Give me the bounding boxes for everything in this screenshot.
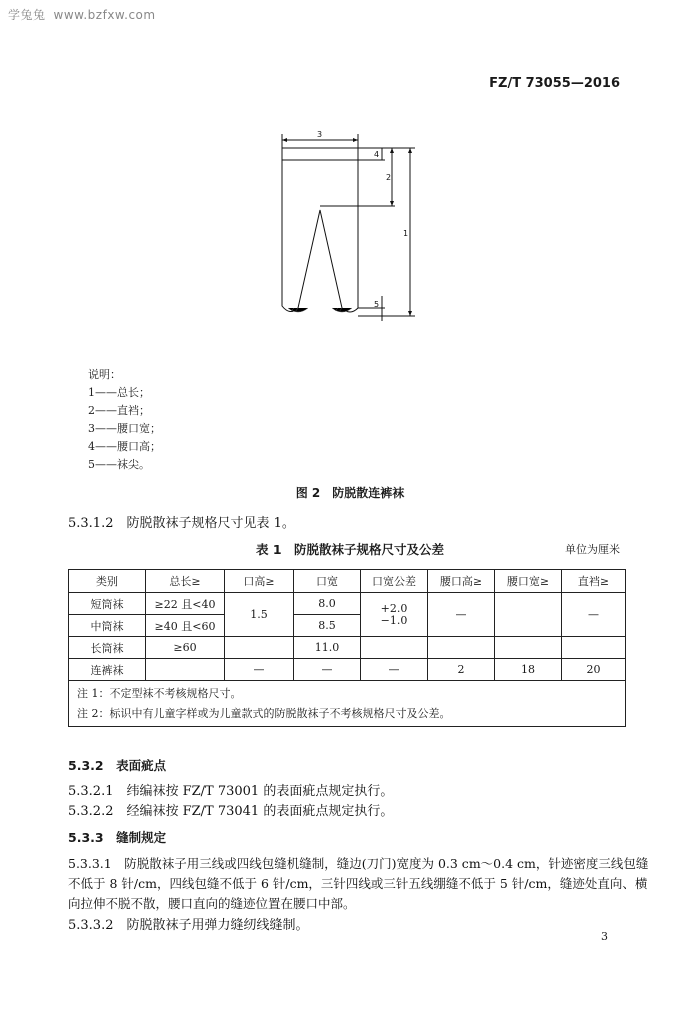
table-row xyxy=(69,637,626,659)
legend-item: 3——腰口宽； xyxy=(88,422,161,435)
table-unit: 单位为厘米 xyxy=(565,543,620,556)
clause-5-3-3-2: 5.3.3.2 防脱散袜子用弹力缝纫线缝制。 xyxy=(68,918,309,933)
cell-mouth-width: — xyxy=(294,659,361,681)
cell-category: 连裤袜 xyxy=(69,659,146,681)
cell-length: ≥22 且<40 xyxy=(146,593,225,615)
cell-length: ≥60 xyxy=(146,637,225,659)
cell-waist-width xyxy=(495,593,562,637)
cell-length: ≥40 且<60 xyxy=(146,615,225,637)
clause-5-3-3-1-line1: 5.3.3.1 防脱散袜子用三线或四线包缝机缝制，缝边(刀门)宽度为 0.3 cm～0.4 cm，针迹密度三线包缝 xyxy=(68,856,649,871)
col-header: 口高≥ xyxy=(225,570,294,593)
legend-title: 说明： xyxy=(88,368,121,381)
table-header-row xyxy=(69,570,626,593)
dim-label-1: 1 xyxy=(403,229,409,238)
clause-5-3-2-1: 5.3.2.1 纬编袜按 FZ/T 73001 的表面疵点规定执行。 xyxy=(68,784,394,799)
cell-length xyxy=(146,659,225,681)
cell-tolerance: +2.0 −1.0 xyxy=(361,593,428,637)
legend-item: 5——袜尖。 xyxy=(88,458,150,471)
cell-waist-height: — xyxy=(428,593,495,637)
pantyhose-diagram xyxy=(270,126,430,326)
col-header: 腰口高≥ xyxy=(428,570,495,593)
cell-crotch: — xyxy=(562,593,626,637)
col-header: 直裆≥ xyxy=(562,570,626,593)
section-5-3-3-title: 5.3.3 缝制规定 xyxy=(68,830,167,845)
cell-crotch: 20 xyxy=(562,659,626,681)
col-header: 口宽 xyxy=(294,570,361,593)
cell-category: 长筒袜 xyxy=(69,637,146,659)
watermark-url: www.bzfxw.com xyxy=(53,8,156,22)
cell-mouth-width: 8.0 xyxy=(294,593,361,615)
legend-item: 2——直裆； xyxy=(88,404,150,417)
table-note-row xyxy=(69,681,626,704)
page-number: 3 xyxy=(601,930,608,943)
dim-label-2: 2 xyxy=(386,173,392,182)
cell-waist-width xyxy=(495,637,562,659)
table-title: 表 1 防脱散袜子规格尺寸及公差 xyxy=(255,542,445,557)
watermark-site-name: 学兔兔 xyxy=(8,8,46,22)
table-row xyxy=(69,659,626,681)
table-note-row xyxy=(69,703,626,727)
col-header: 总长≥ xyxy=(146,570,225,593)
clause-5-3-3-1-line2: 不低于 8 针/cm，四线包缝不低于 6 针/cm，三针四线或三针五线绷缝不低于 5 针/cm，缝迹处直向、横 xyxy=(68,876,648,891)
cell-category: 短筒袜 xyxy=(69,593,146,615)
site-watermark xyxy=(8,6,156,23)
figure-caption: 图 2 防脱散连裤袜 xyxy=(295,486,405,500)
cell-waist-height: 2 xyxy=(428,659,495,681)
spec-table xyxy=(68,569,626,727)
table-row xyxy=(69,593,626,615)
cell-tolerance: — xyxy=(361,659,428,681)
dim-label-4: 4 xyxy=(374,150,380,159)
waistband xyxy=(282,148,358,160)
cell-mouth-height xyxy=(225,637,294,659)
cell-tolerance xyxy=(361,637,428,659)
table-note: 注 2：标识中有儿童字样或为儿童款式的防脱散袜子不考核规格尺寸及公差。 xyxy=(69,703,626,727)
cell-mouth-height: — xyxy=(225,659,294,681)
col-header: 类别 xyxy=(69,570,146,593)
section-5-3-2-title: 5.3.2 表面疵点 xyxy=(68,758,167,773)
col-header: 腰口宽≥ xyxy=(495,570,562,593)
garment-outline xyxy=(282,160,358,312)
cell-crotch xyxy=(562,637,626,659)
clause-5-3-3-1-line3: 向拉伸不脱不散，腰口直向的缝迹位置在腰口中部。 xyxy=(68,896,356,911)
cell-mouth-width: 11.0 xyxy=(294,637,361,659)
table-note: 注 1：不定型袜不考核规格尺寸。 xyxy=(69,681,626,704)
dim-label-5: 5 xyxy=(374,300,380,309)
legend-item: 1——总长； xyxy=(88,386,150,399)
clause-5-3-2-2: 5.3.2.2 经编袜按 FZ/T 73041 的表面疵点规定执行。 xyxy=(68,804,394,819)
cell-category: 中筒袜 xyxy=(69,615,146,637)
dim-label-3: 3 xyxy=(317,130,323,139)
standard-number: FZ/T 73055—2016 xyxy=(489,76,620,91)
legend-item: 4——腰口高； xyxy=(88,440,161,453)
cell-mouth-height: 1.5 xyxy=(225,593,294,637)
col-header: 口宽公差 xyxy=(361,570,428,593)
cell-waist-width: 18 xyxy=(495,659,562,681)
clause-5-3-1-2: 5.3.1.2 防脱散袜子规格尺寸见表 1。 xyxy=(68,516,295,531)
cell-waist-height xyxy=(428,637,495,659)
cell-mouth-width: 8.5 xyxy=(294,615,361,637)
